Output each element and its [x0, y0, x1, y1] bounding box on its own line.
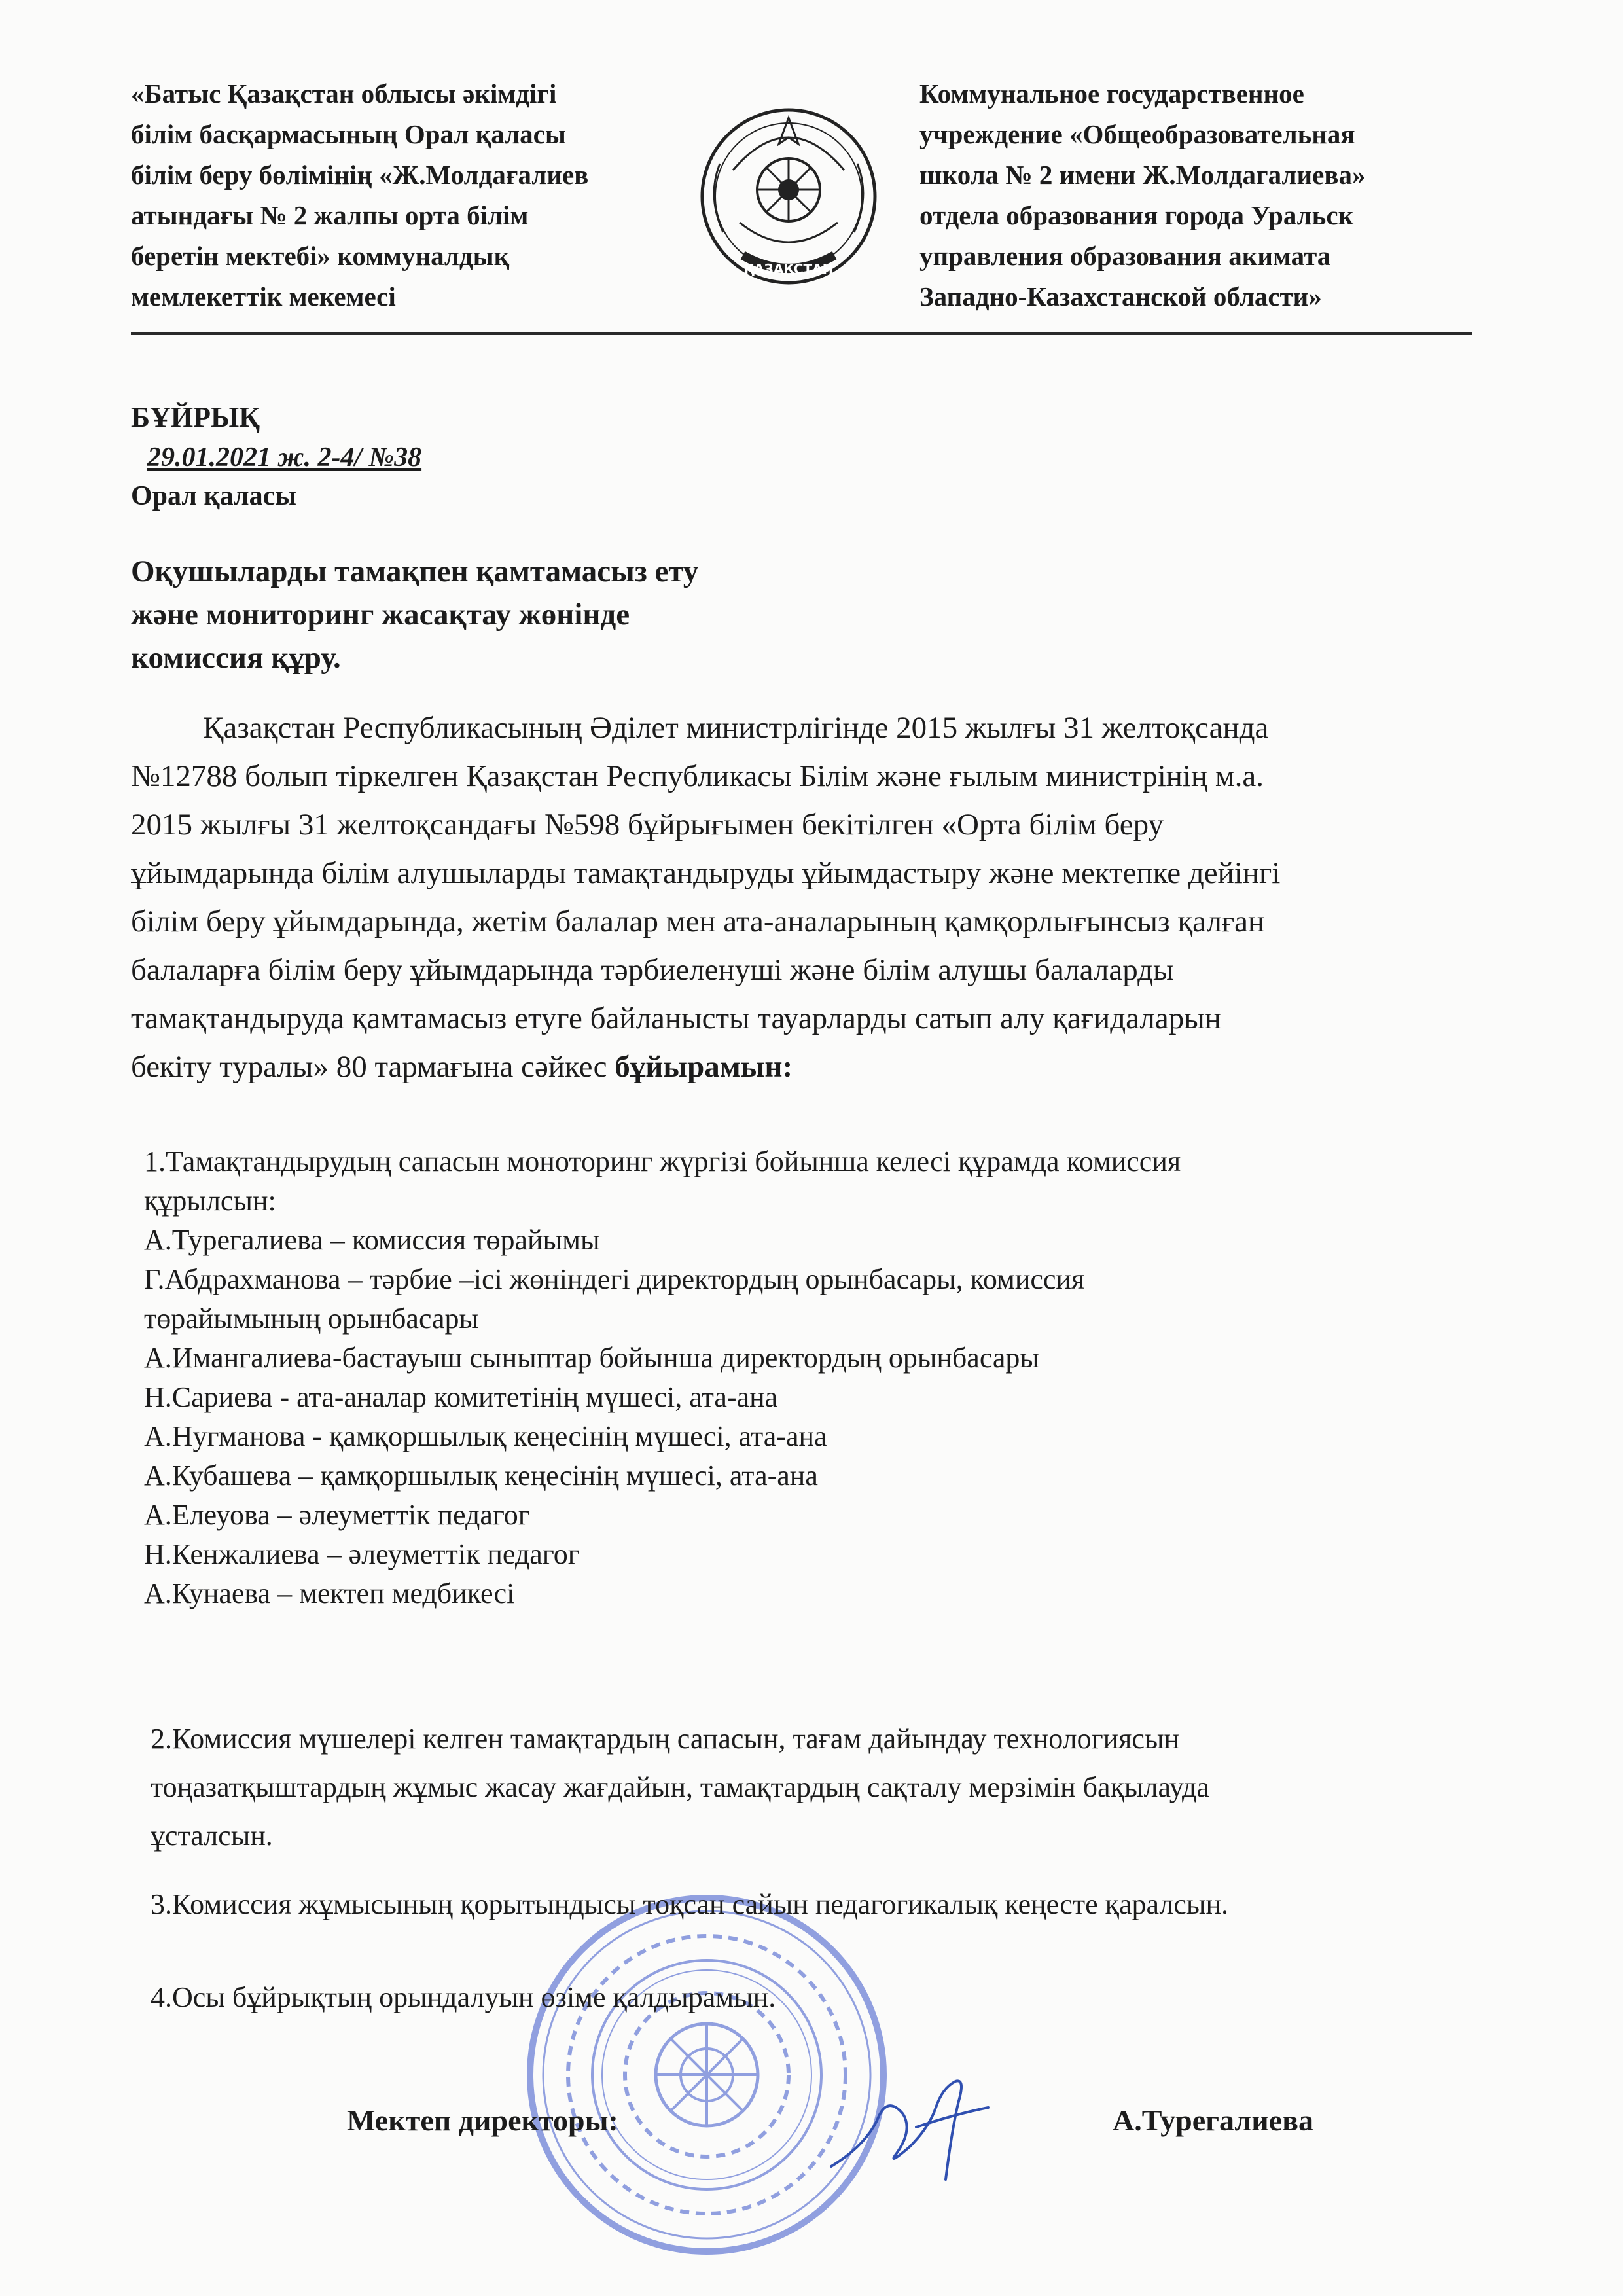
list-item: А.Елеуова – әлеуметтік педагог — [144, 1499, 530, 1531]
list-item: төрайымының орынбасары — [144, 1302, 479, 1335]
preamble-line: ұйымдарында білім алушыларды тамақтандыруды ұйымдастыру және мектепке дейінгі — [131, 856, 1281, 890]
header-kz-line: білім беру бөлімінің «Ж.Молдағалиев — [131, 160, 589, 190]
preamble-line: тамақтандыруда қамтамасыз етуге байланысты тауарларды сатып алу қағидаларын — [131, 1001, 1221, 1035]
order-decree-word: бұйырамын: — [615, 1050, 793, 1084]
order-city: Орал қаласы — [131, 481, 297, 511]
preamble-line: №12788 болып тіркелген Қазақстан Республикасы Білім және ғылым министрінің м.а. — [131, 759, 1264, 793]
state-emblem-icon — [694, 92, 883, 295]
list-item: Н.Сариева - ата-аналар комитетінің мүшесі, ата-ана — [144, 1381, 778, 1413]
header-kz-line: «Батыс Қазақстан облысы әкімдігі — [131, 79, 557, 109]
list-item: А.Кубашева – қамқоршылық кеңесінің мүшесі, ата-ана — [144, 1460, 818, 1492]
preamble-line: Қазақстан Республикасының Әділет министрлігінде 2015 жылғы 31 желтоқсанда — [203, 711, 1269, 745]
preamble-last-line — [131, 1043, 1479, 1091]
order-number: 29.01.2021 ж. 2-4/ №38 — [147, 442, 422, 473]
list-item: А.Кунаева – мектеп медбикесі — [144, 1577, 515, 1609]
signer-title: Мектеп директоры: — [347, 2104, 618, 2137]
header-ru-line: управления образования акимата — [919, 241, 1331, 271]
preamble-line: балаларға білім беру ұйымдарында тәрбиеленуші және білім алушы балаларды — [131, 953, 1174, 987]
header-kz-line: атындағы № 2 жалпы орта білім — [131, 200, 529, 230]
item-2 — [151, 1715, 1492, 1860]
header-kz-line: мемлекеттік мекемесі — [131, 281, 396, 312]
item-1 — [144, 1142, 1492, 1613]
header-ru-line: отдела образования города Уральск — [919, 200, 1354, 230]
header-ru-line: Западно-Казахстанской области» — [919, 281, 1322, 312]
order-subject — [131, 550, 916, 679]
subject-line: комиссия құру. — [131, 641, 341, 675]
item-1-line: құрылсын: — [144, 1185, 276, 1217]
list-item: Н.Кенжалиева – әлеуметтік педагог — [144, 1538, 580, 1570]
preamble — [131, 704, 1479, 1091]
subject-line: және мониторинг жасақтау жөнінде — [131, 598, 630, 632]
subject-line: Оқушыларды тамақпен қамтамасыз ету — [131, 554, 699, 588]
order-label: БҰЙРЫҚ — [131, 401, 260, 433]
header-ru — [919, 73, 1495, 317]
item-4: 4.Осы бұйрықтың орындалуын өзіме қалдырамын. — [151, 1981, 776, 2013]
header-ru-line: школа № 2 имени Ж.Молдагалиева» — [919, 160, 1366, 190]
preamble-line: 2015 жылғы 31 желтоқсандағы №598 бұйрығымен бекітілген «Орта білім беру — [131, 808, 1164, 842]
item-1-line: 1.Тамақтандырудың сапасын моноторинг жүргізі бойынша келесі құрамда комиссия — [144, 1145, 1181, 1177]
item-2-line: 2.Комиссия мүшелері келген тамақтардың сапасын, тағам дайындау технологиясын — [151, 1723, 1180, 1755]
header-kz — [131, 73, 720, 317]
list-item: А.Имангалиева-бастауыш сыныптар бойынша директордың орынбасары — [144, 1342, 1039, 1374]
list-item: А.Нугманова - қамқоршылық кеңесінің мүшесі, ата-ана — [144, 1420, 827, 1452]
preamble-line-text: бекіту туралы» 80 тармағына сәйкес — [131, 1050, 615, 1084]
commission-members — [144, 1221, 1492, 1613]
list-item: Г.Абдрахманова – тәрбие –ісі жөніндегі директордың орынбасары, комиссия — [144, 1263, 1085, 1295]
signer-name: А.Турегалиева — [1113, 2104, 1313, 2137]
item-3: 3.Комиссия жұмысының қорытындысы тоқсан сайын педагогикалық кеңесте қаралсын. — [151, 1888, 1229, 1920]
header-kz-line: беретін мектебі» коммуналдық — [131, 241, 510, 271]
list-item: А.Турегалиева – комиссия төрайымы — [144, 1224, 600, 1256]
header-ru-line: учреждение «Общеобразовательная — [919, 119, 1355, 149]
header-kz-line: білім басқармасының Орал қаласы — [131, 119, 566, 149]
header-divider — [131, 332, 1472, 335]
preamble-line: білім беру ұйымдарында, жетім балалар мен ата-аналарының қамқорлығынсыз қалған — [131, 905, 1265, 939]
item-2-line: ұсталсын. — [151, 1820, 273, 1852]
handwritten-signature-icon — [825, 2068, 995, 2186]
item-2-line: тоңазатқыштардың жұмыс жасау жағдайын, тамақтардың сақталу мерзімін бақылауда — [151, 1771, 1209, 1803]
emblem-label: ҚАЗАҚСТАН — [743, 261, 834, 277]
header-ru-line: Коммунальное государственное — [919, 79, 1304, 109]
